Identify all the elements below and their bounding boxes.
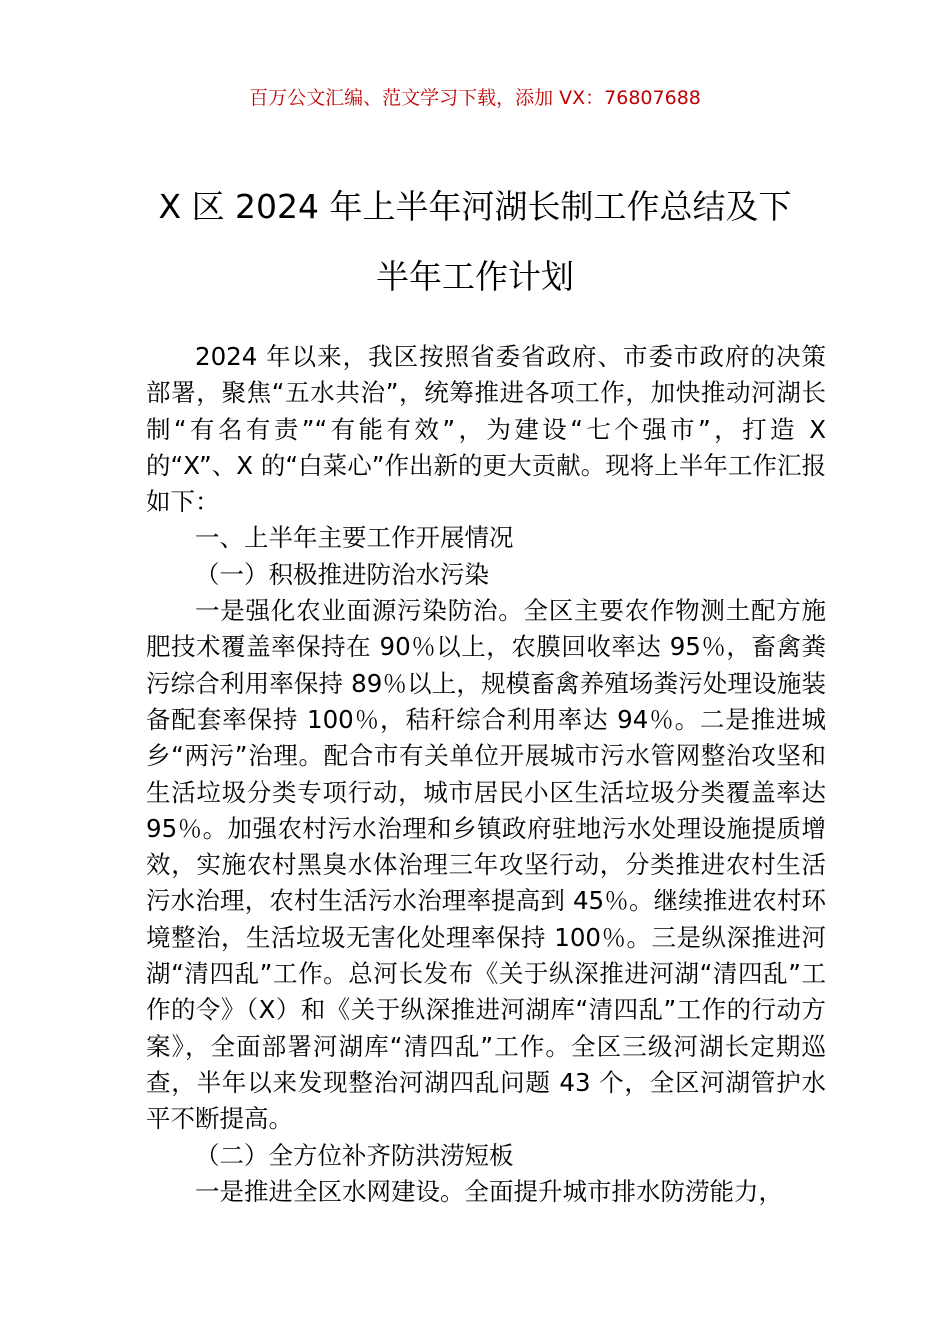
subsection-heading: （一）积极推进防治水污染 <box>195 559 489 589</box>
body-paragraph: 一是强化农业面源污染防治。全区主要农作物测土配方施肥技术覆盖率保持在 90％以上，农膜回收率达 95％，畜禽粪污综合利用率保持 89％以上，规模畜禽养殖场粪污处理设施装备配套率保持 100％，秸秆综合利用率达 94％。二是推进城乡“两污”治理。配合市有关单位开展城市污水管网整治攻坚和生活垃圾分类专项行动，城市居民小区生活垃圾分类覆盖率达 95％。加强农村污水治理和乡镇政府驻地污水处理设施提质增效，实施农村黑臭水体治理三年攻坚行动，分类推进农村生活污水治理，农村生活污水治理率提高到 45％。继续推进农村环境整治，生活垃圾无害化处理率保持 100％。三是纵深推进河湖“清四乱”工作。总河长发布《关于纵深推进河湖“清四乱”工作的令》（X）和《关于纵深推进河湖库“清四乱”工作的行动方案》，全面部署河湖库“清四乱”工作。全区三级河湖长定期巡查，半年以来发现整治河湖四乱问题 43 个，全区河湖管护水平不断提高。 <box>146 596 826 1134</box>
intro-paragraph: 2024 年以来，我区按照省委省政府、市委市政府的决策部署，聚焦“五水共治”，统筹推进各项工作，加快推动河湖长制“有名有责”“有能有效”，为建设“七个强市”，打造 X 的“X”、X 的“白菜心”作出新的更大贡献。现将上半年工作汇报如下： <box>146 342 826 517</box>
title-line-1: X 区 2024 年上半年河湖长制工作总结及下 <box>158 187 792 226</box>
subsection-heading: （二）全方位补齐防洪涝短板 <box>195 1140 514 1170</box>
body-paragraph: 一是推进全区水网建设。全面提升城市排水防涝能力， <box>195 1176 783 1206</box>
title-line-2: 半年工作计划 <box>376 257 574 296</box>
header-promo-note: 百万公文汇编、范文学习下载，添加 VX：76807688 <box>249 87 701 109</box>
section-heading: 一、上半年主要工作开展情况 <box>195 523 514 553</box>
document-title <box>120 172 830 312</box>
document-body <box>146 339 826 1210</box>
